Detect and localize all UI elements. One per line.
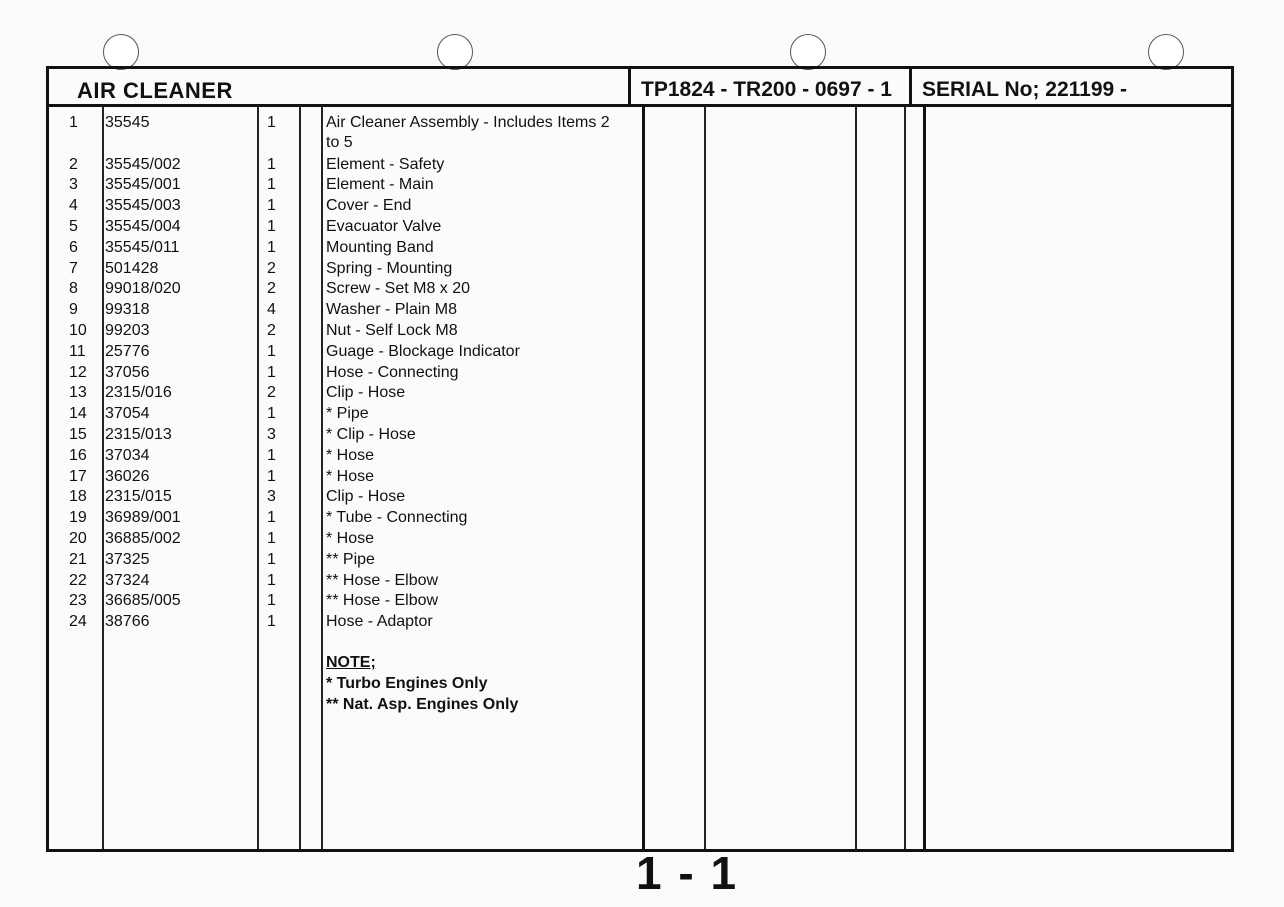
item-number: 13 bbox=[69, 384, 87, 402]
item-number: 7 bbox=[69, 259, 78, 277]
note-line-nat-asp: ** Nat. Asp. Engines Only bbox=[326, 696, 519, 713]
quantity: 1 bbox=[267, 342, 276, 360]
part-number: 35545/011 bbox=[105, 238, 180, 256]
item-number: 21 bbox=[69, 550, 87, 568]
parts-list-sheet bbox=[46, 66, 1234, 852]
item-number: 6 bbox=[69, 238, 78, 256]
item-number: 3 bbox=[69, 176, 78, 194]
part-number: 37056 bbox=[105, 363, 150, 381]
quantity: 4 bbox=[267, 301, 276, 319]
table-row bbox=[49, 612, 649, 633]
description: Mounting Band bbox=[326, 238, 434, 256]
description: * Clip - Hose bbox=[326, 425, 416, 443]
item-number: 9 bbox=[69, 301, 78, 319]
part-number: 35545/003 bbox=[105, 197, 181, 215]
sheet-header bbox=[49, 69, 1231, 107]
quantity: 2 bbox=[267, 321, 276, 339]
description: Element - Main bbox=[326, 176, 434, 194]
item-number: 14 bbox=[69, 405, 87, 423]
table-row bbox=[49, 529, 649, 550]
column-rule bbox=[704, 107, 706, 849]
item-number: 5 bbox=[69, 217, 78, 235]
table-row bbox=[49, 259, 649, 280]
item-number: 4 bbox=[69, 197, 78, 215]
item-number: 18 bbox=[69, 488, 87, 506]
description: Screw - Set M8 x 20 bbox=[326, 280, 471, 298]
item-number: 20 bbox=[69, 529, 87, 547]
item-number: 24 bbox=[69, 613, 87, 631]
quantity: 1 bbox=[267, 592, 276, 610]
quantity: 1 bbox=[267, 613, 276, 631]
quantity: 1 bbox=[267, 217, 276, 235]
part-number: 36685/005 bbox=[105, 592, 181, 610]
table-row bbox=[49, 467, 649, 488]
description: Clip - Hose bbox=[326, 488, 406, 506]
table-row bbox=[49, 363, 649, 384]
quantity: 1 bbox=[267, 176, 276, 194]
item-number: 23 bbox=[69, 592, 87, 610]
table-row bbox=[49, 425, 649, 446]
table-row bbox=[49, 571, 649, 592]
quantity: 1 bbox=[267, 238, 276, 256]
section-title: AIR CLEANER bbox=[77, 78, 233, 103]
item-number: 15 bbox=[69, 425, 87, 443]
table-row bbox=[49, 155, 649, 176]
item-number: 1 bbox=[69, 114, 78, 131]
punch-hole bbox=[103, 34, 139, 70]
column-rule bbox=[855, 107, 857, 849]
table-row bbox=[49, 591, 649, 612]
part-number: 2315/013 bbox=[105, 425, 172, 443]
description: * Hose bbox=[326, 467, 375, 485]
part-number: 36989/001 bbox=[105, 509, 181, 527]
quantity: 1 bbox=[267, 197, 276, 215]
quantity: 1 bbox=[267, 550, 276, 568]
item-number: 17 bbox=[69, 467, 87, 485]
table-row bbox=[49, 300, 649, 321]
punch-hole bbox=[1148, 34, 1184, 70]
part-number: 35545/002 bbox=[105, 155, 181, 173]
quantity: 2 bbox=[267, 280, 276, 298]
part-number: 36885/002 bbox=[105, 529, 181, 547]
part-number: 37054 bbox=[105, 405, 150, 423]
quantity: 3 bbox=[267, 425, 276, 443]
quantity: 1 bbox=[267, 529, 276, 547]
punch-hole bbox=[790, 34, 826, 70]
description: Hose - Connecting bbox=[326, 363, 459, 381]
description: Evacuator Valve bbox=[326, 217, 442, 235]
item-number: 16 bbox=[69, 446, 87, 464]
quantity: 2 bbox=[267, 384, 276, 402]
table-row bbox=[49, 550, 649, 571]
quantity: 1 bbox=[267, 467, 276, 485]
part-number: 35545/001 bbox=[105, 176, 181, 194]
quantity: 1 bbox=[267, 446, 276, 464]
table-row bbox=[49, 446, 649, 467]
table-row bbox=[49, 175, 649, 196]
part-number: 37034 bbox=[105, 446, 150, 464]
table-row bbox=[49, 342, 649, 363]
description: ** Hose - Elbow bbox=[326, 571, 439, 589]
description: Nut - Self Lock M8 bbox=[326, 321, 458, 339]
table-row bbox=[49, 383, 649, 404]
quantity: 1 bbox=[267, 114, 276, 131]
quantity: 2 bbox=[267, 259, 276, 277]
part-number: 35545/004 bbox=[105, 217, 181, 235]
table-row bbox=[49, 238, 649, 259]
part-number: 99318 bbox=[105, 301, 150, 319]
table-row bbox=[49, 508, 649, 529]
part-number: 36026 bbox=[105, 467, 150, 485]
table-row bbox=[49, 113, 649, 155]
item-number: 12 bbox=[69, 363, 87, 381]
column-rule bbox=[904, 107, 906, 849]
description: Hose - Adaptor bbox=[326, 613, 433, 631]
column-rule bbox=[923, 107, 926, 849]
item-number: 10 bbox=[69, 321, 87, 339]
description: * Pipe bbox=[326, 405, 369, 423]
part-number: 35545 bbox=[105, 114, 150, 131]
note-block bbox=[326, 652, 518, 715]
description: Spring - Mounting bbox=[326, 259, 453, 277]
description: ** Hose - Elbow bbox=[326, 592, 439, 610]
document-reference: TP1824 - TR200 - 0697 - 1 bbox=[641, 78, 892, 101]
punch-hole bbox=[437, 34, 473, 70]
table-row bbox=[49, 487, 649, 508]
description: Clip - Hose bbox=[326, 384, 406, 402]
part-number: 99203 bbox=[105, 321, 150, 339]
description: * Hose bbox=[326, 446, 375, 464]
part-number: 501428 bbox=[105, 259, 159, 277]
page-number: 1 - 1 bbox=[636, 847, 739, 899]
table-row bbox=[49, 321, 649, 342]
description: Air Cleaner Assembly - Includes Items 2 to 5 bbox=[326, 114, 610, 151]
quantity: 1 bbox=[267, 155, 276, 173]
item-number: 2 bbox=[69, 155, 78, 173]
description: Element - Safety bbox=[326, 155, 445, 173]
parts-table bbox=[49, 113, 649, 633]
note-title: NOTE; bbox=[326, 654, 376, 671]
part-number: 37325 bbox=[105, 550, 150, 568]
part-number: 37324 bbox=[105, 571, 150, 589]
item-number: 8 bbox=[69, 280, 78, 298]
part-number: 38766 bbox=[105, 613, 150, 631]
quantity: 3 bbox=[267, 488, 276, 506]
description: Guage - Blockage Indicator bbox=[326, 342, 520, 360]
serial-number: SERIAL No; 221199 - bbox=[922, 78, 1128, 101]
part-number: 99018/020 bbox=[105, 280, 181, 298]
header-divider bbox=[628, 69, 631, 107]
part-number: 25776 bbox=[105, 342, 150, 360]
description: Washer - Plain M8 bbox=[326, 301, 457, 319]
description: * Tube - Connecting bbox=[326, 509, 468, 527]
table-row bbox=[49, 279, 649, 300]
quantity: 1 bbox=[267, 509, 276, 527]
description: Cover - End bbox=[326, 197, 412, 215]
header-divider bbox=[909, 69, 912, 107]
item-number: 22 bbox=[69, 571, 87, 589]
table-row bbox=[49, 404, 649, 425]
quantity: 1 bbox=[267, 363, 276, 381]
part-number: 2315/015 bbox=[105, 488, 172, 506]
quantity: 1 bbox=[267, 405, 276, 423]
quantity: 1 bbox=[267, 571, 276, 589]
table-row bbox=[49, 196, 649, 217]
description: ** Pipe bbox=[326, 550, 375, 568]
note-line-turbo: * Turbo Engines Only bbox=[326, 675, 488, 692]
table-row bbox=[49, 217, 649, 238]
item-number: 19 bbox=[69, 509, 87, 527]
item-number: 11 bbox=[69, 342, 86, 360]
description: * Hose bbox=[326, 529, 375, 547]
part-number: 2315/016 bbox=[105, 384, 172, 402]
